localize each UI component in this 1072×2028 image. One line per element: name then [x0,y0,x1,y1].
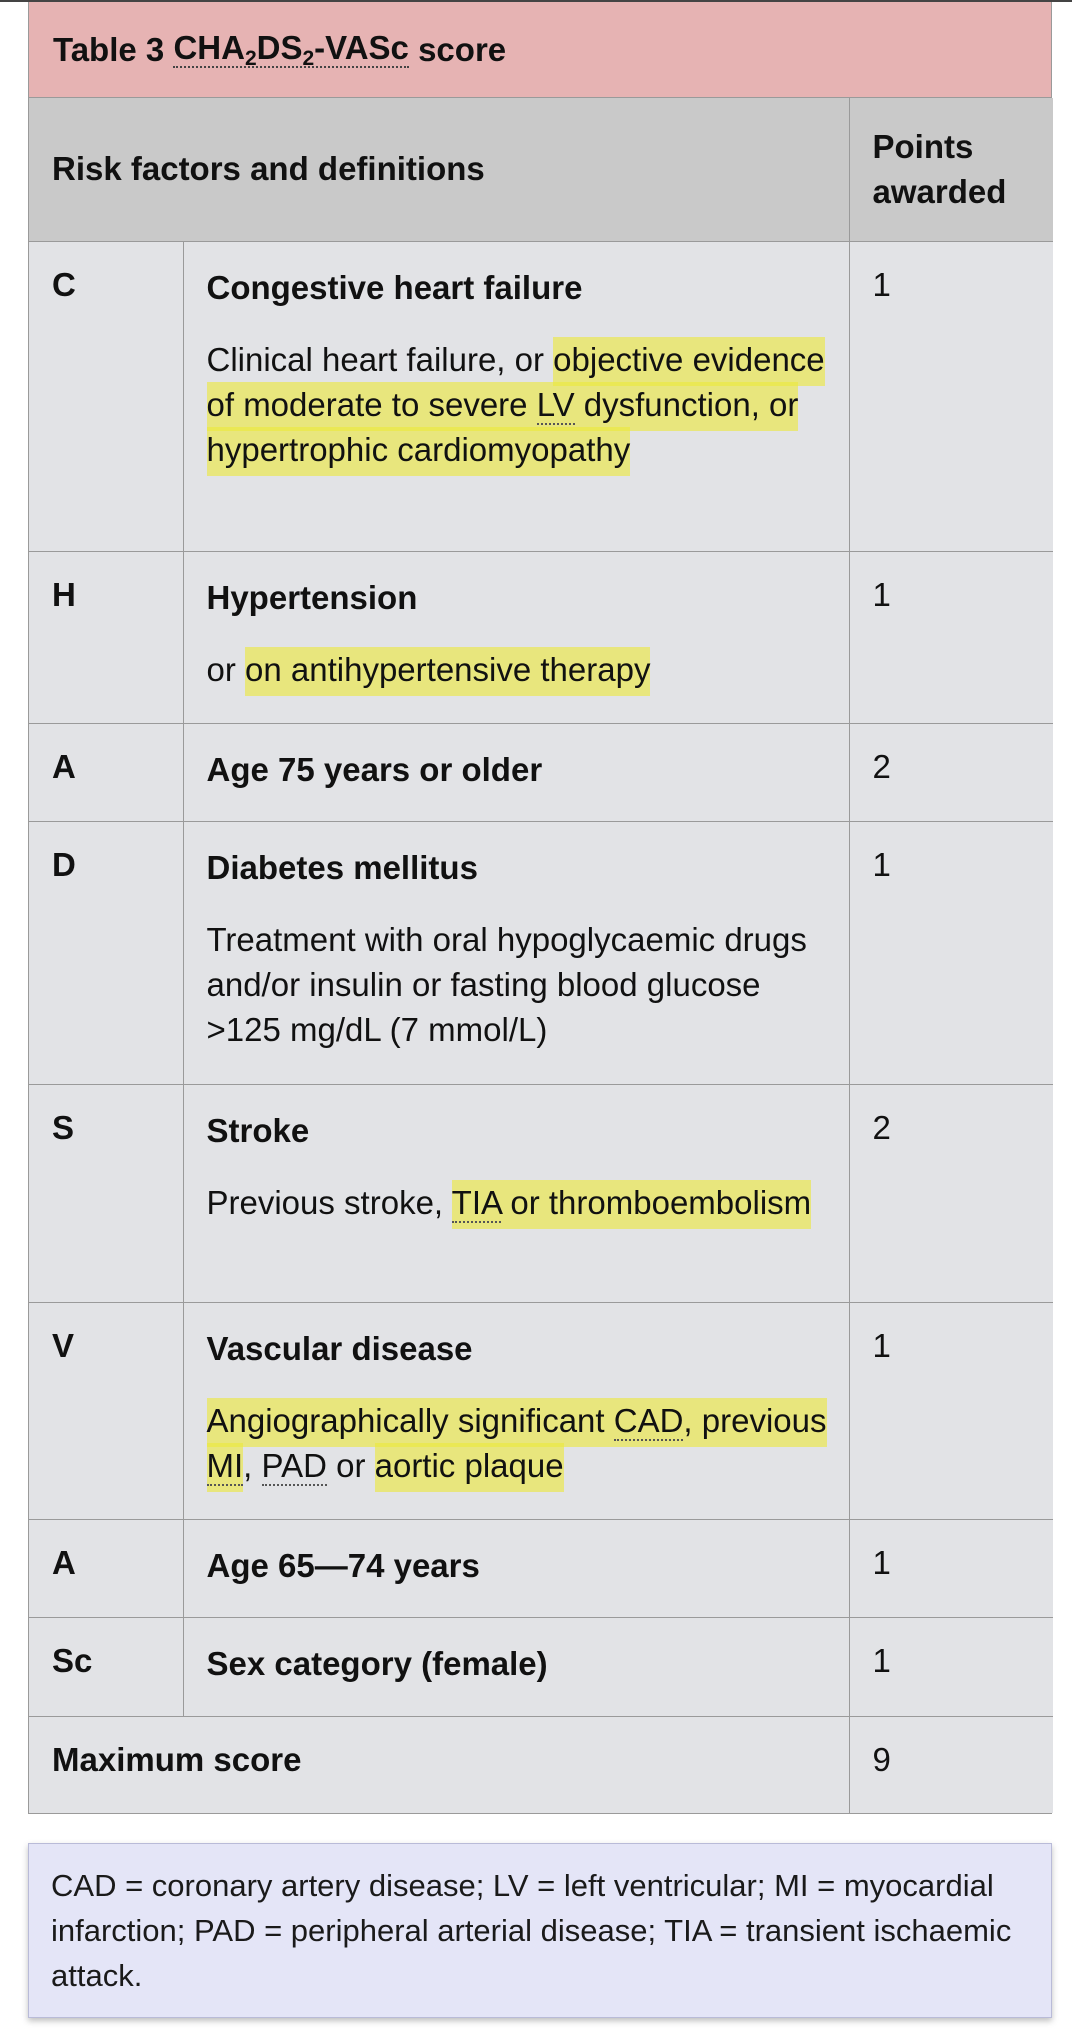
abbreviation-tia[interactable]: TIA [451,1183,502,1221]
caption-suffix: score [418,30,507,68]
caption-part: DS [256,29,303,67]
row-definition [183,1084,849,1302]
row-definition [183,241,849,551]
table-row [29,1302,1053,1519]
table-row [29,241,1053,551]
table-row [29,1084,1053,1302]
caption-part: -VASc [314,29,409,67]
row-letter: A [29,723,183,821]
row-title: Congestive heart failure [206,268,583,306]
row-description: Treatment with oral hypoglycaemic drugs and/or insulin or fasting blood glucose >125 mg/dL (7 mmol/L) [206,920,807,1048]
row-definition [183,1519,849,1617]
abbreviation-pad[interactable]: PAD [261,1446,327,1484]
row-points: 1 [849,1302,1053,1519]
score-table [29,98,1053,1813]
caption-prefix: Table 3 [53,30,165,68]
header-risk-factors: Risk factors and definitions [29,98,849,241]
highlighted-text: aortic plaque [375,1443,564,1492]
caption-abbreviation[interactable] [173,29,409,71]
row-title: Diabetes mellitus [206,848,478,886]
desc-text: dysfunction, or hypertrophic cardiomyopathy [206,385,799,468]
row-points: 1 [849,821,1053,1084]
maximum-score-label: Maximum score [29,1716,849,1813]
table-row [29,821,1053,1084]
row-title: Hypertension [206,578,418,616]
row-definition [183,723,849,821]
desc-text: or [326,1446,375,1484]
header-points-awarded: Points awarded [849,98,1053,241]
abbreviation-cad[interactable]: CAD [613,1401,684,1439]
row-description [207,1180,827,1225]
row-letter: V [29,1302,183,1519]
row-points: 1 [849,241,1053,551]
row-letter: Sc [29,1617,183,1716]
row-title: Stroke [206,1111,310,1149]
row-description [207,647,827,692]
table-caption [29,2,1051,98]
abbreviation-lv[interactable]: LV [536,385,575,423]
row-definition [183,821,849,1084]
row-title: Age 65—74 years [206,1546,480,1584]
table-row [29,1617,1053,1716]
row-title: Age 75 years or older [206,750,543,788]
desc-text: or thromboembolism [501,1183,812,1221]
row-letter: A [29,1519,183,1617]
row-definition [183,551,849,723]
caption-part: CHA [173,29,245,67]
row-points: 1 [849,1519,1053,1617]
table-row [29,723,1053,821]
row-definition [183,1617,849,1716]
row-points: 1 [849,1617,1053,1716]
abbreviation-mi[interactable]: MI [206,1446,244,1484]
row-letter: D [29,821,183,1084]
maximum-score-points: 9 [849,1716,1053,1813]
row-letter: H [29,551,183,723]
table-row-maximum [29,1716,1053,1813]
table-row [29,1519,1053,1617]
desc-text: objective evidence of moderate to severe [206,340,825,423]
highlighted-text: on antihypertensive therapy [245,647,650,696]
row-description [207,337,827,472]
desc-text: or [206,650,246,688]
caption-subscript: 2 [302,47,315,71]
desc-text: , previous [683,1401,827,1439]
desc-text: Previous stroke, [206,1183,452,1221]
row-points: 2 [849,1084,1053,1302]
caption-subscript: 2 [244,47,257,71]
desc-text: Angiographically significant [206,1401,614,1439]
row-letter: S [29,1084,183,1302]
desc-text: , [243,1446,262,1484]
table-row [29,551,1053,723]
row-points: 2 [849,723,1053,821]
highlighted-text [452,1180,811,1229]
row-description [207,1398,827,1488]
row-title: Sex category (female) [206,1644,548,1682]
row-points: 1 [849,551,1053,723]
row-title: Vascular disease [206,1329,473,1367]
row-letter: C [29,241,183,551]
table-footnote: CAD = coronary artery disease; LV = left ventricular; MI = myocardial infarction; PAD = peripheral arterial disease; TIA = transient ischaemic attack. [28,1843,1052,2018]
row-definition [183,1302,849,1519]
desc-text: Clinical heart failure, or [206,340,554,378]
table-header-row [29,98,1053,241]
cha2ds2-vasc-table [28,2,1052,1814]
